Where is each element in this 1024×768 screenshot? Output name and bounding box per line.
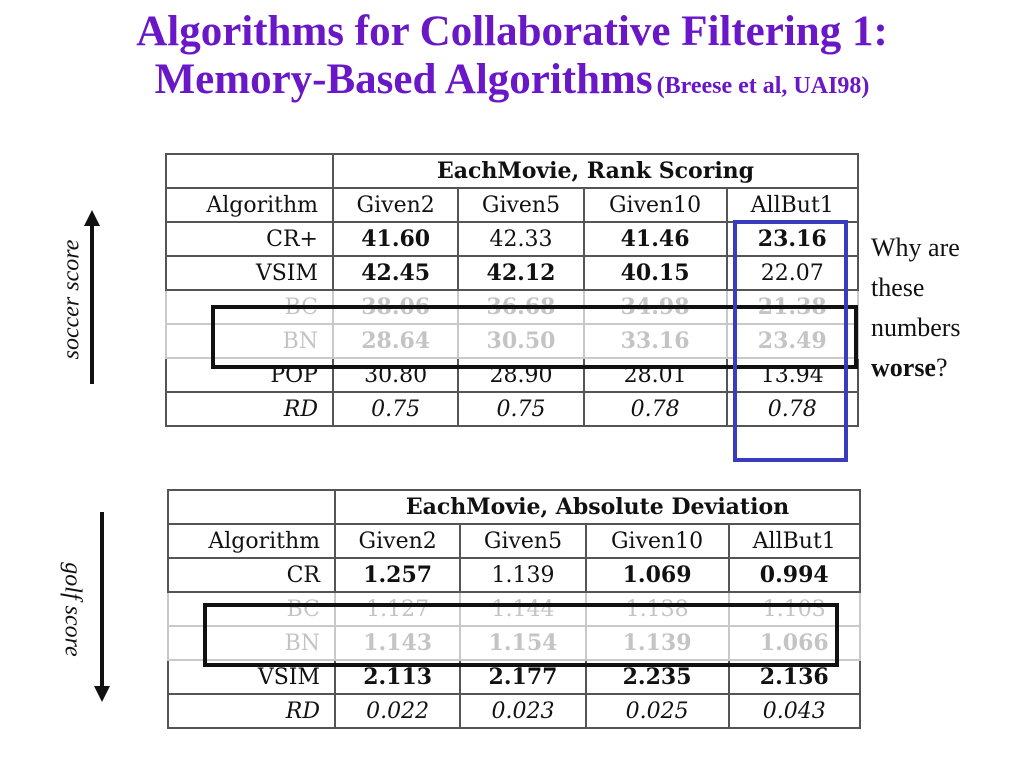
value-cell: 0.023 bbox=[460, 694, 585, 728]
value-cell: 28.90 bbox=[458, 358, 583, 392]
value-cell: 1.144 bbox=[460, 592, 585, 626]
value-cell: 30.50 bbox=[458, 324, 583, 358]
table-row bbox=[168, 558, 860, 592]
down-arrow-line bbox=[100, 512, 104, 688]
value-cell: 0.022 bbox=[335, 694, 460, 728]
value-cell: 2.136 bbox=[729, 660, 861, 694]
value-cell: 1.066 bbox=[729, 626, 861, 660]
algorithm-cell: POP bbox=[166, 358, 333, 392]
value-cell: 2.113 bbox=[335, 660, 460, 694]
value-cell: 28.01 bbox=[584, 358, 727, 392]
column-header: Algorithm bbox=[168, 524, 335, 558]
value-cell: 0.75 bbox=[458, 392, 583, 426]
table-title: EachMovie, Rank Scoring bbox=[333, 154, 858, 188]
value-cell: 1.139 bbox=[586, 626, 729, 660]
note-line: Why are bbox=[871, 233, 960, 262]
value-cell: 41.60 bbox=[333, 222, 458, 256]
algorithm-cell: CR+ bbox=[166, 222, 333, 256]
soccer-score-label: soccer score bbox=[58, 239, 85, 360]
value-cell: 40.15 bbox=[584, 256, 727, 290]
algorithm-cell: BN bbox=[168, 626, 335, 660]
value-cell: 1.127 bbox=[335, 592, 460, 626]
down-arrow-icon bbox=[94, 686, 110, 702]
column-header: Given5 bbox=[458, 188, 583, 222]
value-cell: 1.139 bbox=[460, 558, 585, 592]
value-cell: 23.49 bbox=[727, 324, 859, 358]
value-cell: 2.235 bbox=[586, 660, 729, 694]
algorithm-cell: RD bbox=[166, 392, 333, 426]
column-header: AllBut1 bbox=[729, 524, 861, 558]
value-cell: 0.78 bbox=[584, 392, 727, 426]
column-header: Given2 bbox=[333, 188, 458, 222]
column-header: Given5 bbox=[460, 524, 585, 558]
value-cell: 1.069 bbox=[586, 558, 729, 592]
table-row bbox=[168, 694, 860, 728]
value-cell: 23.16 bbox=[727, 222, 859, 256]
value-cell: 34.98 bbox=[584, 290, 727, 324]
value-cell: 38.06 bbox=[333, 290, 458, 324]
title-line-2: Memory-Based Algorithms bbox=[154, 56, 653, 104]
value-cell: 0.78 bbox=[727, 392, 859, 426]
value-cell: 1.257 bbox=[335, 558, 460, 592]
algorithm-cell: BC bbox=[168, 592, 335, 626]
value-cell: 1.138 bbox=[586, 592, 729, 626]
algorithm-cell: RD bbox=[168, 694, 335, 728]
value-cell: 42.33 bbox=[458, 222, 583, 256]
column-header: Given2 bbox=[335, 524, 460, 558]
value-cell: 0.043 bbox=[729, 694, 861, 728]
algorithm-cell: BN bbox=[166, 324, 333, 358]
slide-title bbox=[0, 8, 1024, 104]
value-cell: 33.16 bbox=[584, 324, 727, 358]
title-citation: (Breese et al, UAI98) bbox=[656, 73, 870, 100]
table-corner bbox=[166, 154, 333, 188]
faded-rows-highlight-box-bottom bbox=[203, 603, 839, 667]
title-line-1: Algorithms for Collaborative Filtering 1: bbox=[136, 8, 888, 55]
value-cell: 30.80 bbox=[333, 358, 458, 392]
value-cell: 42.45 bbox=[333, 256, 458, 290]
algorithm-cell: VSIM bbox=[166, 256, 333, 290]
golf-score-label: golf score bbox=[59, 562, 86, 657]
value-cell: 36.68 bbox=[458, 290, 583, 324]
value-cell: 1.154 bbox=[460, 626, 585, 660]
note-line: numbers bbox=[871, 313, 961, 342]
up-arrow-line bbox=[90, 224, 94, 384]
value-cell: 41.46 bbox=[584, 222, 727, 256]
value-cell: 42.12 bbox=[458, 256, 583, 290]
value-cell: 28.64 bbox=[333, 324, 458, 358]
value-cell: 0.75 bbox=[333, 392, 458, 426]
allbut1-highlight-box bbox=[733, 220, 848, 462]
algorithm-cell: CR bbox=[168, 558, 335, 592]
value-cell: 2.177 bbox=[460, 660, 585, 694]
value-cell: 1.103 bbox=[729, 592, 861, 626]
algorithm-cell: VSIM bbox=[168, 660, 335, 694]
value-cell: 13.94 bbox=[727, 358, 859, 392]
value-cell: 0.994 bbox=[729, 558, 861, 592]
side-note bbox=[871, 228, 961, 388]
column-header: Algorithm bbox=[166, 188, 333, 222]
up-arrow-icon bbox=[84, 210, 100, 226]
note-emphasis: worse bbox=[871, 353, 936, 382]
column-header: Given10 bbox=[586, 524, 729, 558]
value-cell: 1.143 bbox=[335, 626, 460, 660]
algorithm-cell: BC bbox=[166, 290, 333, 324]
column-header: AllBut1 bbox=[727, 188, 859, 222]
column-header: Given10 bbox=[584, 188, 727, 222]
value-cell: 0.025 bbox=[586, 694, 729, 728]
note-line bbox=[871, 348, 961, 388]
note-line: these bbox=[871, 273, 925, 302]
value-cell: 22.07 bbox=[727, 256, 859, 290]
value-cell: 21.38 bbox=[727, 290, 859, 324]
note-question-mark: ? bbox=[935, 353, 948, 382]
table-title: EachMovie, Absolute Deviation bbox=[335, 490, 860, 524]
table-corner bbox=[168, 490, 335, 524]
